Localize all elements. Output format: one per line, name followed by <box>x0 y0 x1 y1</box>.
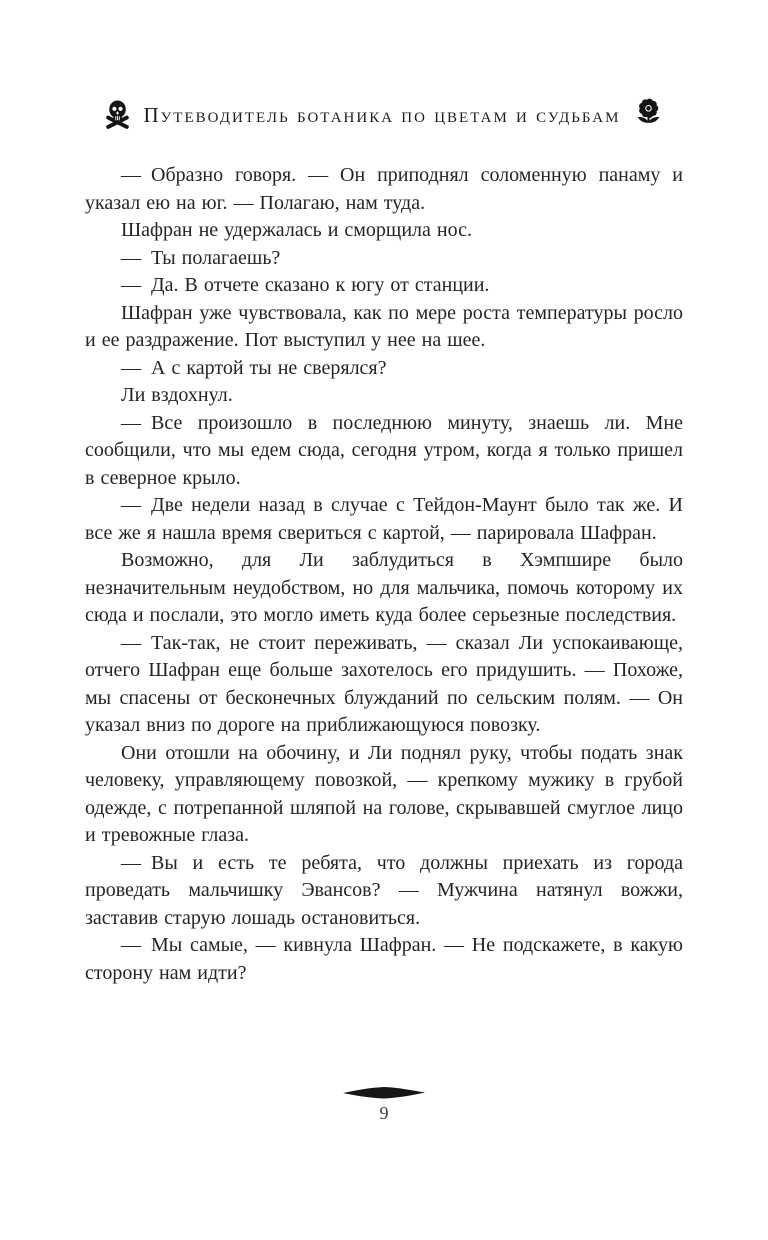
paragraph: Ли вздохнул. <box>121 384 233 406</box>
page-footer <box>0 1086 768 1125</box>
page-text <box>85 162 683 987</box>
paragraph: — А с картой ты не сверялся? <box>121 356 387 379</box>
paragraph: — Образно говоря. — Он приподнял соломенную панаму и указал ею на юг. — Полагаю, нам туда. <box>85 164 683 214</box>
divider-ornament-icon <box>343 1086 425 1100</box>
paragraph: — Все произошло в последнюю минуту, знаешь ли. Мне сообщили, что мы едем сюда, сегодня утром, когда я только пришел в северное крыло. <box>85 411 683 489</box>
paragraph: — Две недели назад в случае с Тейдон-Маунт было так же. И все же я нашла время свериться с картой, — парировала Шафран. <box>85 494 683 544</box>
paragraph: Возможно, для Ли заблудиться в Хэмпшире было незначительным неудобством, но для мальчика, помочь которому их сюда и послали, это могло иметь куда более серьезные последствия. <box>85 549 683 626</box>
page-number: 9 <box>379 1103 389 1123</box>
paragraph: — Да. В отчете сказано к югу от станции. <box>121 274 490 296</box>
running-header <box>85 97 683 131</box>
header-title: Путеводитель ботаника по цветам и судьбам <box>143 102 621 127</box>
paragraph: — Мы самые, — кивнула Шафран. — Не подскажете, в какую сторону нам идти? <box>85 934 683 984</box>
paragraph: Шафран не удержалась и сморщила нос. <box>121 219 472 241</box>
paragraph: — Ты полагаешь? <box>121 246 281 269</box>
skull-crossbones-icon <box>104 99 131 130</box>
flower-icon <box>633 97 664 132</box>
paragraph: — Так-так, не стоит переживать, — сказал Ли успокаивающе, отчего Шафран еще больше захотелось его придушить. — Похоже, мы спасены от бесконечных блужданий по сельским полям. — Он указал вниз по дороге на приближающуюся повозку. <box>85 631 683 736</box>
paragraph: Шафран уже чувствовала, как по мере роста температуры росло и ее раздражение. Пот выступил у нее на шее. <box>85 301 683 351</box>
paragraph: — Вы и есть те ребята, что должны приехать из города проведать мальчишку Эвансов? — Мужчина натянул вожжи, заставив старую лошадь остановиться. <box>85 851 683 929</box>
paragraph: Они отошли на обочину, и Ли поднял руку, чтобы подать знак человеку, управляющему повозкой, — крепкому мужику в грубой одежде, с потрепанной шляпой на голове, скрывавшей смуглое лицо и тревожные глаза. <box>85 741 683 846</box>
